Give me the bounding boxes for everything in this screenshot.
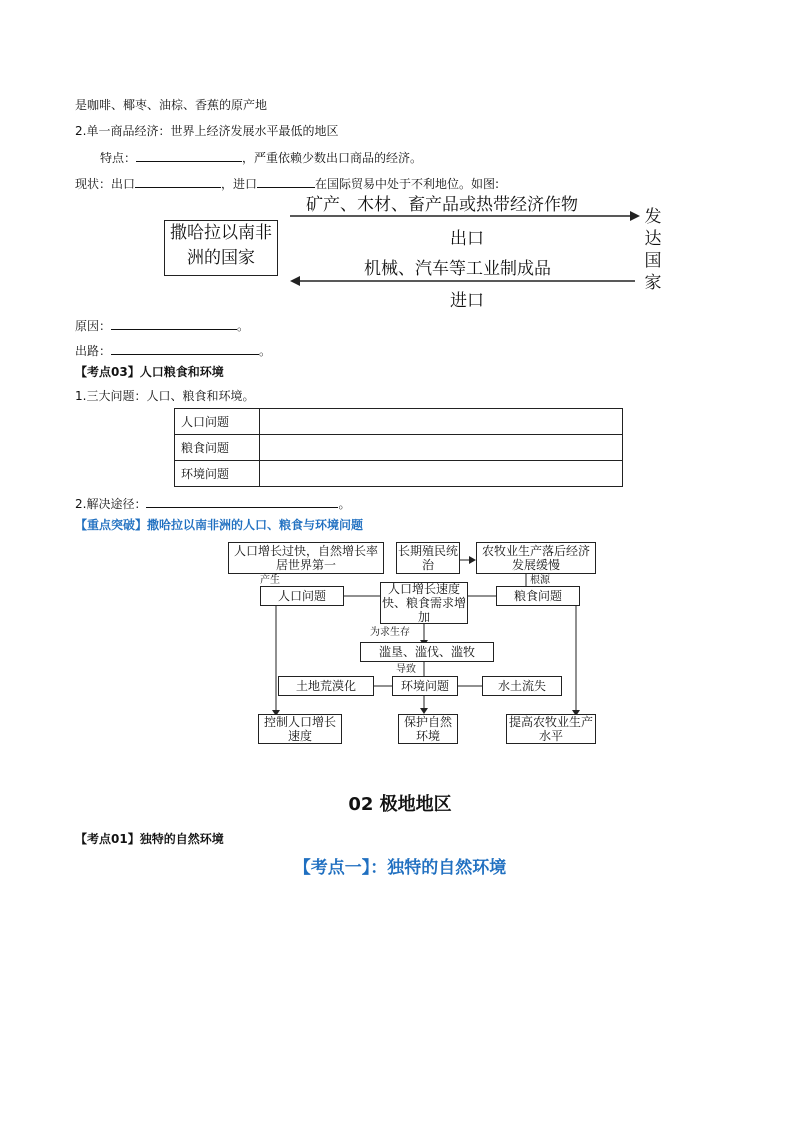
row-label-food: 粮食问题 [175,435,260,461]
solution-blank [111,342,259,355]
row-label-environment: 环境问题 [175,461,260,487]
status-label: 现状：出口 [75,177,136,191]
table-row [175,435,623,461]
row-label-population: 人口问题 [175,409,260,435]
table-row [175,461,623,487]
text-reason [75,317,249,334]
flow-box-environment-problem: 环境问题 [392,676,458,696]
reason-end: 。 [237,319,250,333]
flow-box-colonial-rule: 长期殖民统治 [397,544,458,572]
flow-box-soil-erosion: 水土流失 [482,676,562,696]
export-arrowhead [630,211,640,221]
text-single-economy: 2.单一商品经济：世界上经济发展水平最低的地区 [75,124,339,138]
flow-box-protect-environment: 保护自然环境 [398,714,458,744]
flow-label-root: 根源 [530,575,550,586]
text-solution [75,342,271,359]
flow-box-overuse: 滥垦、滥伐、滥牧 [360,642,494,662]
solution-label: 出路： [75,344,112,358]
kd01-title: 【考点01】独特的自然环境 [75,832,224,846]
text-feature [100,149,422,166]
export-goods: 矿产、木材、畜产品或热带经济作物 [306,195,578,215]
flow-box-rapid-growth: 人口增长过快，自然增长率居世界第一 [228,542,384,574]
flow-box-improve-agriculture: 提高农牧业生产水平 [506,714,596,744]
row-blank [260,409,623,435]
text-origin-crops: 是咖啡、椰枣、油棕、香蕉的原产地 [75,98,268,112]
status-import: ，进口 [221,177,258,191]
flow-box-backward-agriculture: 农牧业生产落后经济发展缓慢 [476,542,596,574]
kd-one-title: 【考点一】：独特的自然环境 [293,858,507,878]
problems-table [174,408,623,487]
status-text: 在国际贸易中处于不利地位。如图: [315,177,500,191]
flow-box-food-problem: 粮食问题 [496,586,580,606]
feature-blank [136,149,242,162]
row-blank [260,435,623,461]
developed-countries: 发达国家 [644,207,662,293]
path-end: 。 [338,497,351,511]
table-row [175,409,623,435]
reason-label: 原因： [75,319,112,333]
export-label: 出口 [450,229,484,249]
row-blank [260,461,623,487]
trade-diagram [160,190,680,311]
export-blank [135,175,221,188]
path-blank [146,495,338,508]
solution-end: 。 [259,344,272,358]
flow-label-survive: 为求生存 [370,627,410,638]
flow-box-population-problem: 人口问题 [260,586,344,606]
flow-label-cause: 导致 [396,664,416,675]
import-label: 进口 [450,291,484,311]
flow-box-growth-food-demand: 人口增长速度快、粮食需求增加 [381,582,466,624]
import-blank [257,175,315,188]
feature-text: ，严重依赖少数出口商品的经济。 [242,151,423,165]
flow-box-control-population: 控制人口增长速度 [258,714,342,744]
section03-title: 【考点03】人口粮食和环境 [75,365,224,379]
sub-saharan-box: 撒哈拉以南非洲的国家 [164,220,278,276]
import-goods: 机械、汽车等工业制成品 [364,259,551,279]
three-problems-intro: 1.三大问题：人口、粮食和环境。 [75,389,255,403]
reason-blank [111,317,237,330]
focus-title: 【重点突破】撒哈拉以南非洲的人口、粮食与环境问题 [75,518,364,532]
polar-heading: 02 极地地区 [348,794,452,815]
flow-label-produce: 产生 [260,575,280,586]
text-path [75,495,350,512]
flow-diagram [224,540,624,745]
flow-box-desertification: 土地荒漠化 [278,676,374,696]
import-arrowhead [290,276,300,286]
path-label: 2.解决途径： [75,497,147,511]
feature-label: 特点： [100,151,137,165]
